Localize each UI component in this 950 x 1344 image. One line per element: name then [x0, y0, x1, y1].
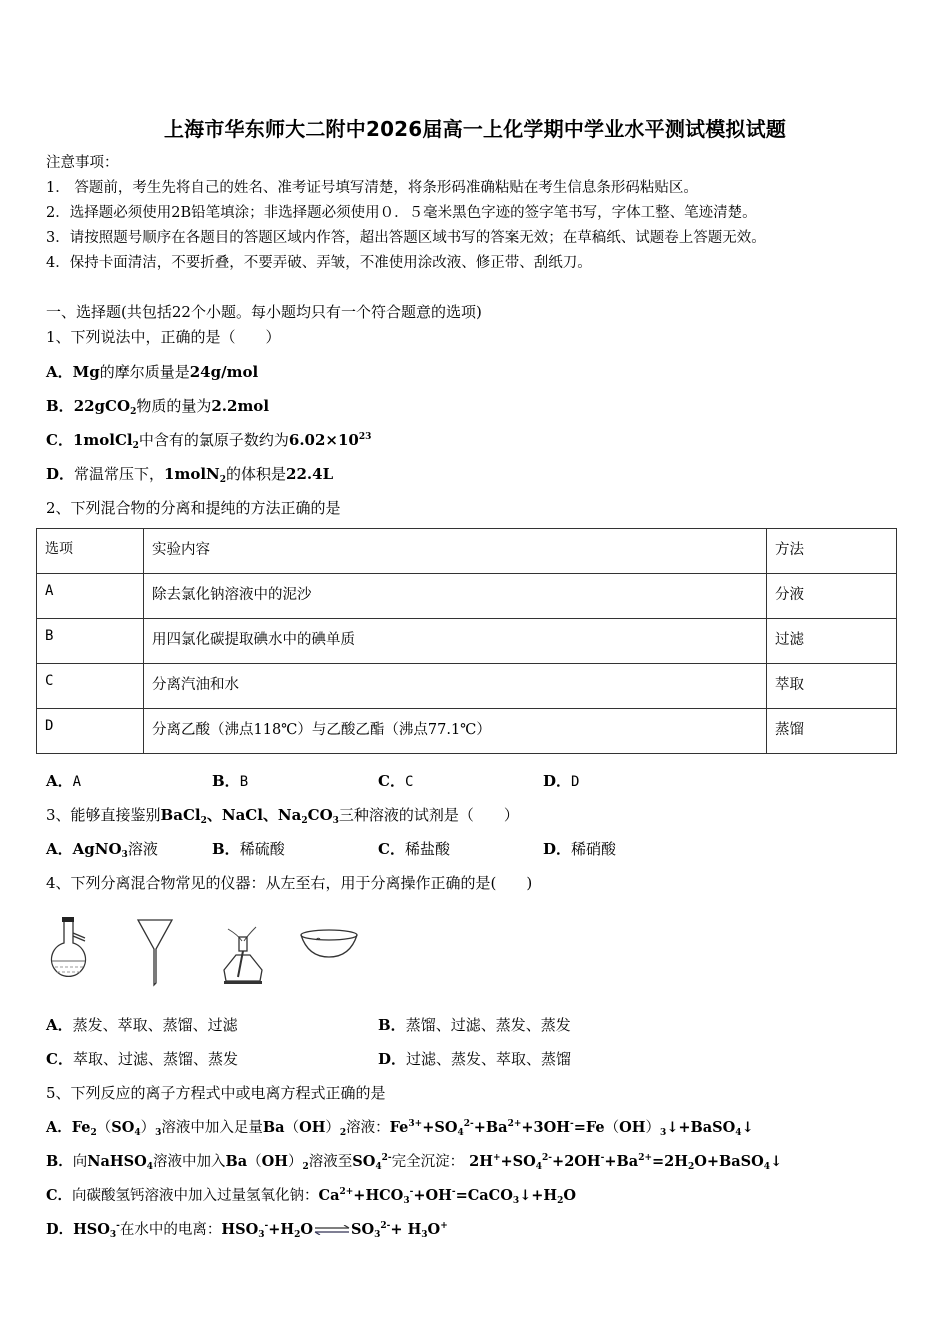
q3-option-d[interactable]: D．稀硝酸	[543, 840, 617, 858]
cell-content: 除去氯化钠溶液中的泥沙	[144, 574, 767, 619]
table-row	[37, 574, 897, 619]
table-row	[37, 709, 897, 754]
q5-option-b[interactable]: B．向NaHSO$_4$溶液中加入$Ba(OH)_2$溶液至$SO_4^{2-}$完全沉淀： $2H^++SO_4^{2-}+2OH^-+Ba^{2+}=2H_2O+BaSO_4↓$	[46, 1153, 783, 1172]
q2-option-d[interactable]: D．D	[543, 772, 580, 790]
table-row	[37, 619, 897, 664]
header-option: 选项	[37, 529, 144, 574]
cell-method: 萃取	[767, 664, 897, 709]
notice-item-4: 4．保持卡面清洁，不要折叠，不要弄破、弄皱，不准使用涂改液、修正带、刮纸刀。	[46, 255, 592, 271]
question-2-stem: 2、下列混合物的分离和提纯的方法正确的是	[46, 499, 341, 517]
equilibrium-arrow-icon	[313, 1225, 351, 1235]
question-3-stem: 3、能够直接鉴别BaCl$_2$、NaCl、$Na_2CO_3$三种溶液的试剂是（ ）	[46, 806, 519, 826]
separatory-apparatus-icon	[218, 915, 268, 990]
q2-option-b[interactable]: B．B	[212, 772, 249, 790]
cell-method: 分液	[767, 574, 897, 619]
q3-option-b[interactable]: B．稀硫酸	[212, 840, 285, 858]
notice-heading: 注意事项：	[46, 155, 119, 171]
question-1-stem: 1、下列说法中，正确的是（ ）	[46, 328, 281, 346]
cell-method: 蒸馏	[767, 709, 897, 754]
q5-option-d[interactable]: D．$HSO_3^-$在水中的电离：$HSO_3^-+H_2O$ $SO_3^{2-}+ H_3O^+$	[46, 1221, 448, 1240]
q5-option-c[interactable]: C．向碳酸氢钙溶液中加入过量氢氧化钠：$Ca^{2+}+HCO_3^-+OH^-=CaCO_3↓+H_2O$	[46, 1187, 577, 1206]
cell-content: 用四氯化碳提取碘水中的碘单质	[144, 619, 767, 664]
q4-option-a[interactable]: A．蒸发、萃取、蒸馏、过滤	[46, 1016, 238, 1034]
q1-option-d[interactable]: D．常温常压下，1molN$_2$的体积是22.4L	[46, 465, 334, 485]
header-method: 方法	[767, 529, 897, 574]
header-content: 实验内容	[144, 529, 767, 574]
cell-option: A	[37, 574, 144, 619]
cell-content: 分离汽油和水	[144, 664, 767, 709]
notice-item-3: 3．请按照题号顺序在各题目的答题区域内作答，超出答题区域书写的答案无效；在草稿纸、试题卷上答题无效。	[46, 230, 766, 246]
cell-option: C	[37, 664, 144, 709]
table-header-row	[37, 529, 897, 574]
cell-option: D	[37, 709, 144, 754]
q2-option-c[interactable]: C．C	[378, 772, 414, 790]
q1-option-b[interactable]: B．22gCO$_2$物质的量为2.2mol	[46, 397, 270, 417]
question-4-stem: 4、下列分离混合物常见的仪器：从左至右，用于分离操作正确的是( )	[46, 874, 533, 892]
q5-option-a[interactable]: A．$Fe_2(SO_4)_3$溶液中加入足量$Ba(OH)_2$溶液：$Fe^{3+}+SO_4^{2-}+Ba^{2+}+3OH^-=Fe(OH)_3↓+BaSO_4↓$	[46, 1119, 754, 1138]
evaporating-dish-icon	[298, 915, 360, 965]
notice-item-1: 1． 答题前，考生先将自己的姓名、准考证号填写清楚，将条形码准确粘贴在考生信息条形码粘贴区。	[46, 180, 698, 196]
q1-option-c[interactable]: C．1molCl$_2$中含有的氯原子数约为$6.02\times 10^{23}$	[46, 431, 372, 451]
cell-method: 过滤	[767, 619, 897, 664]
section-heading: 一、选择题(共包括22个小题。每小题均只有一个符合题意的选项)	[46, 303, 482, 321]
q4-option-b[interactable]: B．蒸馏、过滤、蒸发、蒸发	[378, 1016, 571, 1034]
q4-option-c[interactable]: C．萃取、过滤、蒸馏、蒸发	[46, 1050, 238, 1068]
table-row	[37, 664, 897, 709]
separation-methods-table	[36, 528, 897, 754]
q4-option-d[interactable]: D．过滤、蒸发、萃取、蒸馏	[378, 1050, 572, 1068]
funnel-icon	[135, 915, 175, 990]
notice-item-2: 2．选择题必须使用2B铅笔填涂；非选择题必须使用０．５毫米黑色字迹的签字笔书写，字体工整、笔迹清楚。	[46, 205, 757, 221]
page-title: 上海市华东师大二附中2026届高一上化学期中学业水平测试模拟试题	[163, 117, 787, 141]
question-5-stem: 5、下列反应的离子方程式中或电离方程式正确的是	[46, 1084, 386, 1102]
q1-option-a[interactable]: A．Mg的摩尔质量是24g/mol	[46, 363, 259, 381]
q2-option-a[interactable]: A．A	[46, 772, 82, 790]
q3-option-c[interactable]: C．稀盐酸	[378, 840, 450, 858]
cell-content: 分离乙酸（沸点118℃）与乙酸乙酯（沸点77.1℃）	[144, 709, 767, 754]
cell-option: B	[37, 619, 144, 664]
q3-option-a[interactable]: A．AgNO$_3$溶液	[46, 840, 158, 860]
distillation-flask-icon	[45, 915, 95, 990]
